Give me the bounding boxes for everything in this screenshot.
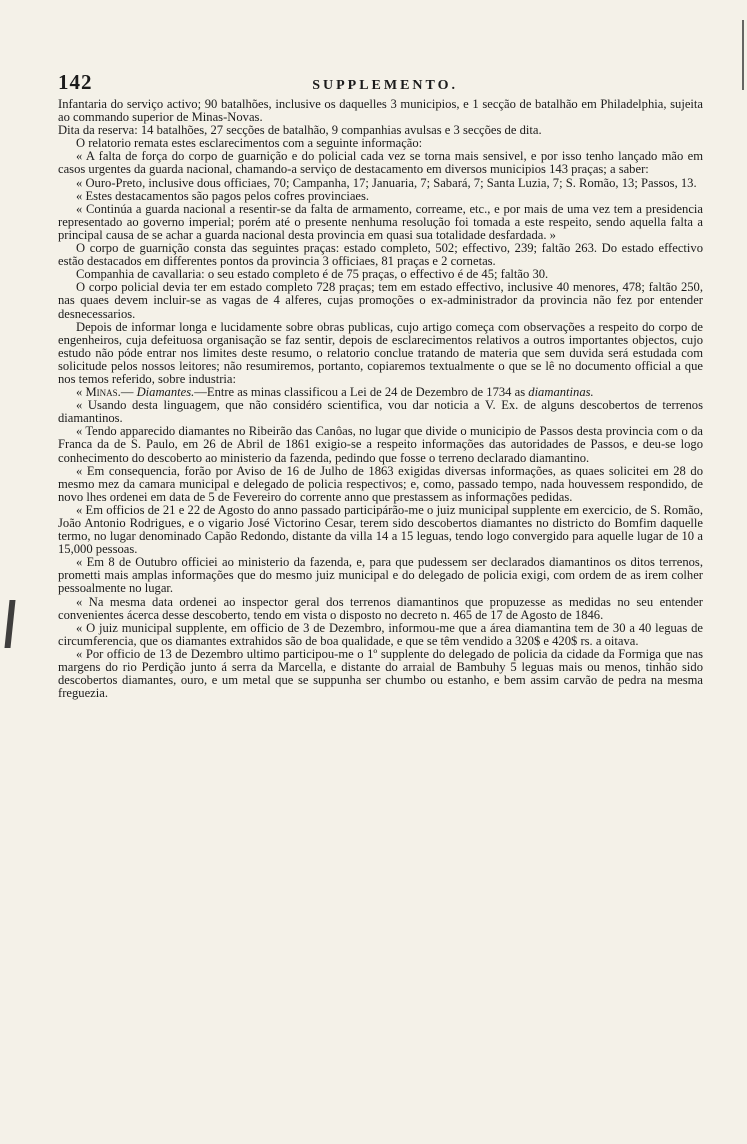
minas-label: Minas. <box>85 385 121 400</box>
paragraph-officios-agosto: « Em officios de 21 e 22 de Agosto do anno passado participárão-me o juiz municipal supplente em exercicio, de S. Romão, João Antonio Rodrigues, e o vigario José Victorino Cesar, terem sido descobertos diamantes no districto do Bomfim daquelle termo, no lugar denominado Capão Redondo, distante da villa 14 a 15 leguas, tendo logo convergido para aquelle lugar de 10 a 15,000 pessoas. <box>58 502 703 557</box>
paragraph-obras-publicas: Depois de informar longa e lucidamente sobre obras publicas, cujo artigo começa com observações a respeito do corpo de engenheiros, cuja defeituosa organisação se faz sentir, depois de esclarecimentos relativos a outros importantes objectos, cujo estudo não póde entrar nos limites deste resumo, o relatorio conclue tratando de materia que sem duvida será estudada com solicitude pelos nossos leitores; não resumiremos, portanto, copiaremos textualmente o que se lê no documento official a que nos temos referido, sobre industria: <box>58 319 703 386</box>
paragraph-inspector: « Na mesma data ordenei ao inspector geral dos terrenos diamantinos que propuzesse as medidas no seu entender convenientes ácerca desse descoberto, tendo em vista o disposto no decreto n. 465 de 17 de Agosto de 1846. <box>58 594 703 622</box>
paragraph-minas-heading: « Minas.— Diamantes.—Entre as minas classificou a Lei de 24 de Dezembro de 1734 as diamantinas. <box>76 385 594 400</box>
paragraph-quote-destacamentos-list: « Ouro-Preto, inclusive dous officiaes, 70; Campanha, 17; Januaria, 7; Sabará, 7; Santa Luzia, 7; S. Romão, 13; Passos, 13. <box>76 175 697 190</box>
running-title: SUPPLEMENTO. <box>312 78 458 93</box>
paragraph-outubro: « Em 8 de Outubro officiei ao ministerio da fazenda, e, para que pudessem ser declarados diamantinos os ditos terrenos, prometti mais amplas informações que do mesmo juiz municipal e do delegado de policia exigi, com ordem de as irem colher pessoalmente no lugar. <box>58 555 703 596</box>
page-edge-mark <box>742 20 744 90</box>
paragraph-infantaria: Infantaria do serviço activo; 90 batalhões, inclusive os daquelles 3 municipios, e 1 secção de batalhão em Philadelphia, sujeita ao commando superior de Minas-Novas. <box>58 97 703 125</box>
paragraph-linguagem: « Usando desta linguagem, que não considéro scientifica, vou dar noticia a V. Ex. de alguns descobertos de terrenos diamantinos. <box>58 398 703 426</box>
paragraph-reserva: Dita da reserva: 14 batalhões, 27 secções de batalhão, 9 companhias avulsas e 3 secções de dita. <box>58 123 542 138</box>
paragraph-ribeirao-canoas: « Tendo apparecido diamantes no Ribeirão das Canôas, no lugar que divide o municipio de Passos desta provincia com o da Franca da de S. Paulo, em 26 de Abril de 1861 exigio-se a respeito informações das autoridades de Passos, e deu-se logo conhecimento do descoberto ao ministerio da fazenda, pedindo que fosse o terreno declarado diamantino. <box>58 424 703 465</box>
paragraph-formiga: « Por officio de 13 de Dezembro ultimo participou-me o 1º supplente do delegado de policia da cidade da Formiga que nas margens do rio Perdição junto á serra da Marcella, e distante do arraial de Bambuhy 5 leguas mais ou menos, tinhão sido descobertos diamantes, ouro, e um metal que se suppunha ser chumbo ou estanho, e bem assim carvão de pedra na mesma freguezia. <box>58 646 703 701</box>
paragraph-quote-armamento: « Continúa a guarda nacional a resentir-se da falta de armamento, correame, etc., e por mais de uma vez tem a presidencia representado ao governo imperial; porém até o presente nenhuma resolução foi tomada a este respeito, sendo aquella falta a principal causa de se achar a guarda nacional desta provincia em quasi sua totalidade desfardada. » <box>58 201 703 242</box>
paragraph-cavallaria: Companhia de cavallaria: o seu estado completo é de 75 praças, o effectivo é de 45; faltão 30. <box>76 267 549 282</box>
page-header <box>58 70 703 98</box>
paragraph-quote-cofres: « Estes destacamentos são pagos pelos cofres provinciaes. <box>76 188 370 203</box>
paragraph-aviso-1863: « Em consequencia, forão por Aviso de 16 de Julho de 1863 exigidas diversas informações, as quaes solicitei em 28 do mesmo mez da camara municipal e delegado de policia respectivos; e, como, passado tempo, nada houvessem respondido, de novo lhes ordenei em data de 5 de Fevereiro do corrente anno que prestassem as informações pedidas. <box>58 463 703 504</box>
paragraph-corpo-policial: O corpo policial devia ter em estado completo 728 praças; tem em estado effectivo, inclusive 40 menores, 478; faltão 250, nas quaes devem incluir-se as vagas de 4 alferes, cujas promoções o ex-administrador da provincia não fez por entender desnecessarios. <box>58 280 703 321</box>
page-number: 142 <box>58 70 93 94</box>
paragraph-juiz-dezembro: « O juiz municipal supplente, em officio de 3 de Dezembro, informou-me que a área diamantina tem de 30 a 40 leguas de circumferencia, que os diamantes extrahidos são de boa qualidade, e que se têm vendido a 320$ e 420$ rs. a oitava. <box>58 620 703 648</box>
paragraph-quote-falta-forca: « A falta de força do corpo de guarnição e do policial cada vez se torna mais sensivel, e por isso tenho lançado mão em casos urgentes da guarda nacional, chamando-a serviço de destacamento em diversos municipios 143 praças; a saber: <box>58 149 703 177</box>
document-page <box>58 70 703 700</box>
minas-text: Entre as minas classificou a Lei de 24 de Dezembro de 1734 as <box>206 385 526 400</box>
paragraph-corpo-guarnicao: O corpo de guarnição consta das seguintes praças: estado completo, 502; effectivo, 239; faltão 263. Do estado effectivo estão destacados em differentes pontos da provincia 3 officiaes, 81 praças e 2 cornetas. <box>58 241 703 269</box>
minas-subject: Diamantes. <box>136 385 195 400</box>
minas-last-word: diamantinas. <box>528 385 594 400</box>
paragraph-relatorio-intro: O relatorio remata estes esclarecimentos com a seguinte informação: <box>76 136 423 151</box>
body-text <box>58 98 703 700</box>
margin-ink-mark <box>4 600 15 648</box>
